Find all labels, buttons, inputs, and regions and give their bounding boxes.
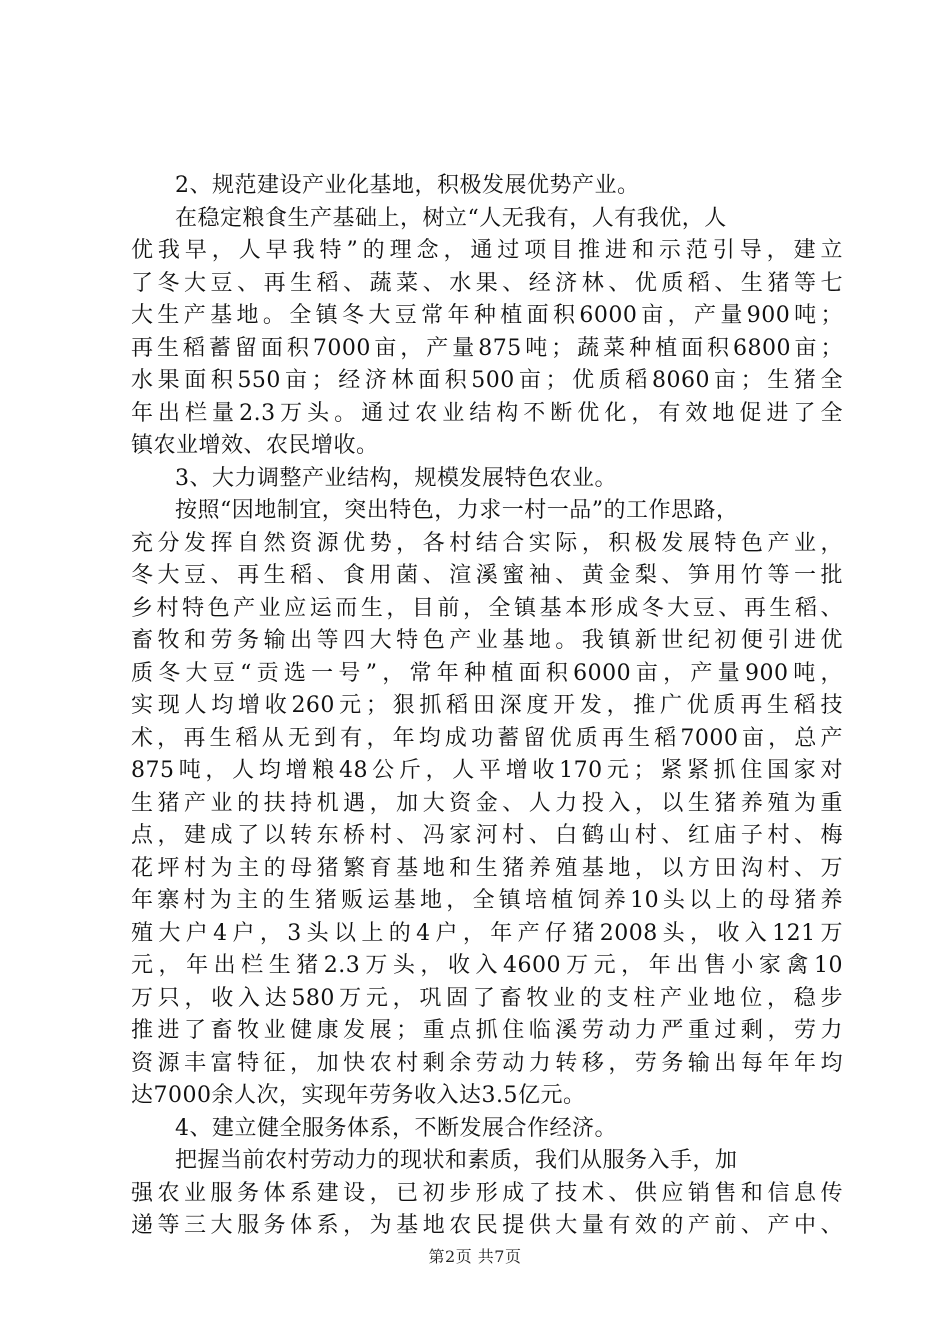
paragraph-line: 实现人均增收260元；狠抓稻田深度开发，推广优质再生稻技	[131, 693, 843, 718]
paragraph-line: 大生产基地。全镇冬大豆常年种植面积6000亩，产量900吨；	[131, 303, 843, 328]
paragraph-line: 水果面积550亩；经济林面积500亩；优质稻8060亩；生猪全	[131, 368, 843, 393]
section-heading: 2、规范建设产业化基地，积极发展优势产业。	[175, 173, 640, 198]
paragraph-line: 元，年出栏生猪2.3万头，收入4600万元，年出售小家禽10	[131, 953, 843, 978]
paragraph-line: 推进了畜牧业健康发展；重点抓住临溪劳动力严重过剩，劳力	[131, 1018, 843, 1043]
paragraph-line: 资源丰富特征，加快农村剩余劳动力转移，劳务输出每年年均	[131, 1050, 843, 1076]
paragraph-line: 镇农业增效、农民增收。	[131, 433, 379, 458]
paragraph-line: 优我早，人早我特”的理念，通过项目推进和示范引导，建立	[131, 238, 843, 263]
paragraph-line: 乡村特色产业应运而生，目前，全镇基本形成冬大豆、再生稻、	[131, 595, 843, 621]
paragraph-line: 在稳定粮食生产基础上，树立“人无我有，人有我优，人	[175, 205, 727, 231]
paragraph-line: 质冬大豆“贡选一号”，常年种植面积6000亩，产量900吨，	[131, 660, 843, 686]
paragraph-line: 点，建成了以转东桥村、冯家河村、白鹤山村、红庙子村、梅	[131, 823, 843, 848]
paragraph-line: 按照“因地制宜，突出特色，力求一村一品”的工作思路，	[175, 498, 739, 523]
paragraph-line: 把握当前农村劳动力的现状和素质，我们从服务入手，加	[175, 1148, 738, 1173]
paragraph-line: 殖大户4户，3头以上的4户，年产仔猪2008头，收入121万	[131, 920, 843, 946]
paragraph-line: 万只，收入达580万元，巩固了畜牧业的支柱产业地位，稳步	[131, 985, 843, 1011]
paragraph-line: 畜牧和劳务输出等四大特色产业基地。我镇新世纪初便引进优	[131, 628, 843, 653]
paragraph-line: 875吨，人均增粮48公斤，人平增收170元；紧紧抓住国家对	[131, 758, 843, 783]
paragraph-line: 了冬大豆、再生稻、蔬菜、水果、经济林、优质稻、生猪等七	[131, 270, 843, 296]
paragraph-line: 花坪村为主的母猪繁育基地和生猪养殖基地，以方田沟村、万	[131, 855, 843, 881]
paragraph-line: 强农业服务体系建设，已初步形成了技术、供应销售和信息传	[131, 1180, 843, 1206]
paragraph-line: 年寨村为主的生猪贩运基地，全镇培植饲养10头以上的母猪养	[131, 888, 843, 913]
section-heading: 3、大力调整产业结构，规模发展特色农业。	[175, 465, 617, 491]
paragraph-line: 再生稻蓄留面积7000亩，产量875吨；蔬菜种植面积6800亩；	[131, 335, 843, 361]
paragraph-line: 术，再生稻从无到有，年均成功蓄留优质再生稻7000亩，总产	[131, 725, 843, 751]
paragraph-line: 生猪产业的扶持机遇，加大资金、人力投入，以生猪养殖为重	[131, 790, 843, 816]
paragraph-line: 充分发挥自然资源优势，各村结合实际，积极发展特色产业，	[131, 530, 843, 556]
paragraph-line: 递等三大服务体系，为基地农民提供大量有效的产前、产中、	[131, 1213, 843, 1238]
document-body	[131, 170, 843, 1243]
section-heading: 4、建立健全服务体系，不断发展合作经济。	[175, 1115, 617, 1141]
paragraph-line: 达7000余人次，实现年劳务收入达3.5亿元。	[131, 1083, 586, 1108]
paragraph-line: 冬大豆、再生稻、食用菌、渲溪蜜袖、黄金梨、笋用竹等一批	[131, 563, 843, 588]
paragraph-line: 年出栏量2.3万头。通过农业结构不断优化，有效地促进了全	[131, 400, 843, 426]
page-footer: 第2页 共7页	[428, 1247, 522, 1266]
